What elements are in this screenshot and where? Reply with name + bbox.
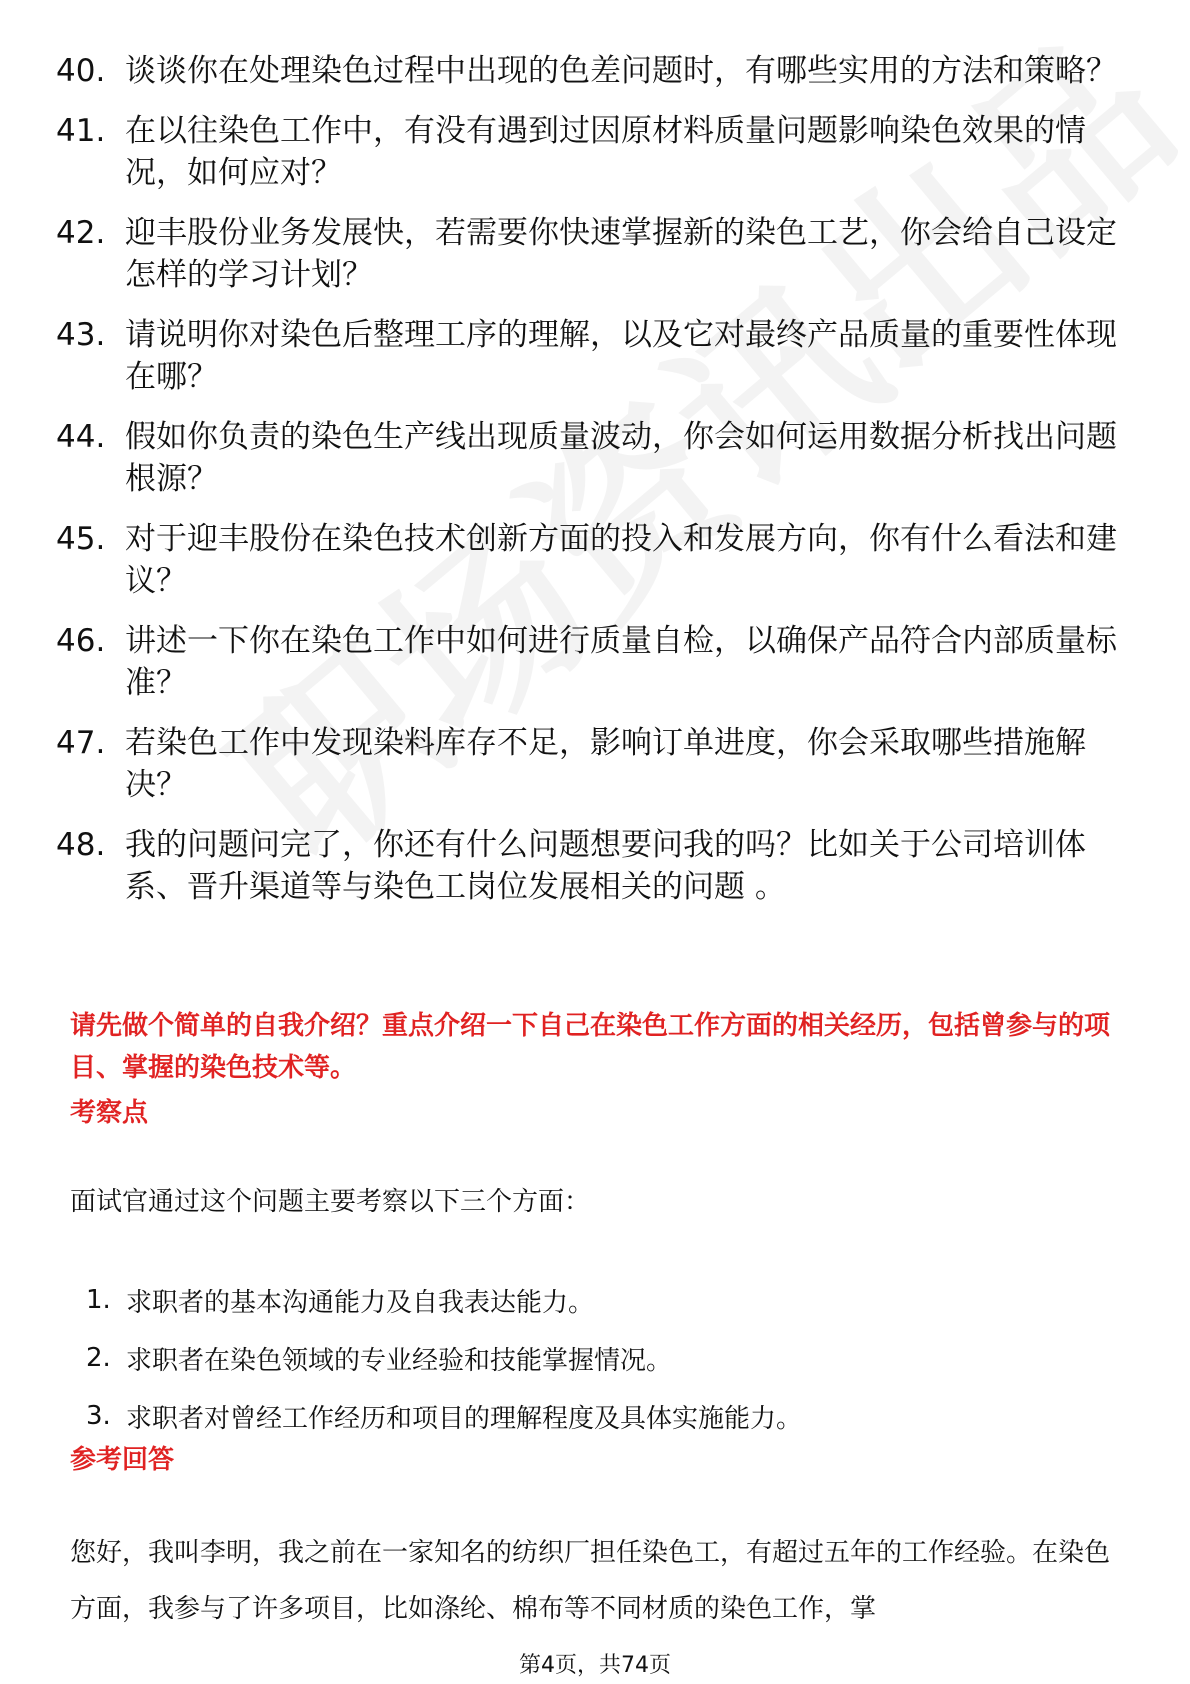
list-item xyxy=(86,1329,1086,1387)
list-item xyxy=(56,50,1136,92)
list-item xyxy=(56,620,1136,704)
question-text: 请说明你对染色后整理工序的理解，以及它对最终产品质量的重要性体现在哪？ xyxy=(125,317,1117,395)
point-number: 2. xyxy=(86,1343,111,1373)
question-text: 讲述一下你在染色工作中如何进行质量自检，以确保产品符合内部质量标准？ xyxy=(125,623,1117,701)
assessment-intro: 面试官通过这个问题主要考察以下三个方面： xyxy=(70,1187,591,1217)
point-text: 求职者在染色领域的专业经验和技能掌握情况。 xyxy=(126,1345,673,1376)
point-number: 1. xyxy=(86,1285,111,1315)
page-footer: 第4页，共74页 xyxy=(519,1653,671,1678)
point-text: 求职者对曾经工作经历和项目的理解程度及具体实施能力。 xyxy=(126,1403,803,1434)
question-number: 40. xyxy=(56,53,106,89)
reference-title: 参考回答 xyxy=(70,1445,175,1475)
question-text: 谈谈你在处理染色过程中出现的色差问题时，有哪些实用的方法和策略？ xyxy=(125,53,1117,89)
assessment-title: 考察点 xyxy=(70,1098,149,1128)
question-text: 若染色工作中发现染料库存不足，影响订单进度，你会采取哪些措施解决？ xyxy=(125,725,1086,803)
list-item xyxy=(56,824,1136,908)
question-text: 在以往染色工作中，有没有遇到过因原材料质量问题影响染色效果的情况，如何应对？ xyxy=(125,113,1086,191)
question-text: 迎丰股份业务发展快，若需要你快速掌握新的染色工艺，你会给自己设定怎样的学习计划？ xyxy=(125,215,1117,293)
question-text: 对于迎丰股份在染色技术创新方面的投入和发展方向，你有什么看法和建议？ xyxy=(125,521,1117,599)
point-number: 3. xyxy=(86,1401,111,1431)
list-item xyxy=(56,110,1136,194)
question-list xyxy=(56,50,1136,926)
highlight-question: 请先做个简单的自我介绍？重点介绍一下自己在染色工作方面的相关经历，包括曾参与的项目、掌握的染色技术等。 xyxy=(70,1011,1111,1083)
question-text: 我的问题问完了，你还有什么问题想要问我的吗？比如关于公司培训体系、晋升渠道等与染色工岗位发展相关的问题 。 xyxy=(125,827,1086,905)
question-number: 47. xyxy=(56,725,106,761)
list-item xyxy=(56,722,1136,806)
assessment-points xyxy=(86,1271,1086,1445)
reference-answer: 您好，我叫李明，我之前在一家知名的纺织厂担任染色工，有超过五年的工作经验。在染色方面，我参与了许多项目，比如涤纶、棉布等不同材质的染色工作，掌 xyxy=(70,1538,1111,1624)
question-number: 43. xyxy=(56,317,106,353)
question-number: 48. xyxy=(56,827,106,863)
question-number: 45. xyxy=(56,521,106,557)
question-number: 42. xyxy=(56,215,106,251)
list-item xyxy=(86,1387,1086,1445)
list-item xyxy=(56,518,1136,602)
point-text: 求职者的基本沟通能力及自我表达能力。 xyxy=(126,1287,595,1318)
list-item xyxy=(86,1271,1086,1329)
list-item xyxy=(56,416,1136,500)
question-text: 假如你负责的染色生产线出现质量波动，你会如何运用数据分析找出问题根源？ xyxy=(125,419,1117,497)
list-item xyxy=(56,314,1136,398)
question-number: 46. xyxy=(56,623,106,659)
list-item xyxy=(56,212,1136,296)
question-number: 44. xyxy=(56,419,106,455)
question-number: 41. xyxy=(56,113,106,149)
